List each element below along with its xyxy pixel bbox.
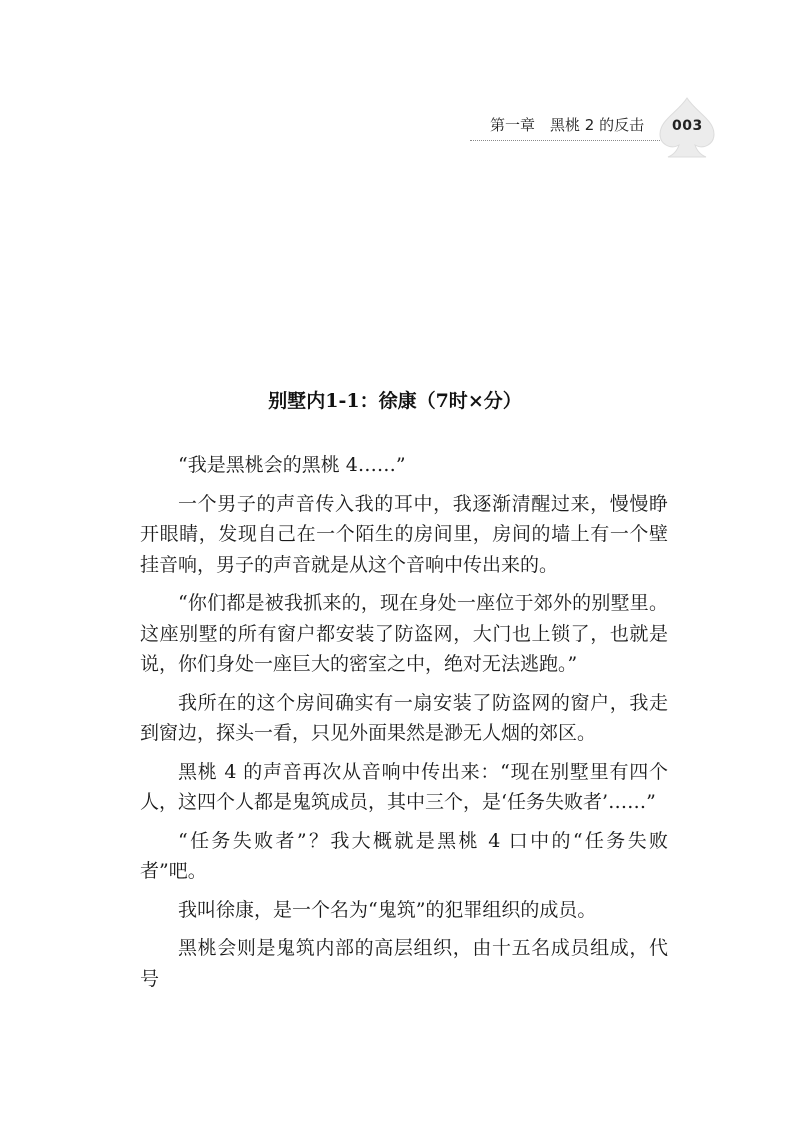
paragraph: 我所在的这个房间确实有一扇安装了防盗网的窗户，我走到窗边，探头一看，只见外面果然是渺无人烟的郊区。 bbox=[140, 691, 668, 744]
section-title: 别墅内1-1：徐康（7时×分） bbox=[268, 390, 522, 412]
running-header bbox=[470, 114, 670, 140]
body-text bbox=[140, 450, 668, 1002]
chapter-title: 第一章 黑桃 2 的反击 bbox=[490, 116, 645, 134]
paragraph: “我是黑桃会的黑桃 4……” bbox=[178, 454, 406, 476]
paragraph: 一个男子的声音传入我的耳中，我逐渐清醒过来，慢慢睁开眼睛，发现自己在一个陌生的房间里，房间的墙上有一个壁挂音响，男子的声音就是从这个音响中传出来的。 bbox=[140, 492, 668, 576]
paragraph: “你们都是被我抓来的，现在身处一座位于郊外的别墅里。这座别墅的所有窗户都安装了防盗网，大门也上锁了，也就是说，你们身处一座巨大的密室之中，绝对无法逃跑。” bbox=[140, 592, 668, 675]
paragraph: “任务失败者”？我大概就是黑桃 4 口中的“任务失败者”吧。 bbox=[140, 829, 668, 882]
header-dotted-rule bbox=[470, 140, 662, 141]
page-number: 003 bbox=[672, 118, 703, 134]
paragraph: 黑桃会则是鬼筑内部的高层组织，由十五名成员组成，代号 bbox=[140, 937, 668, 990]
paragraph: 我叫徐康，是一个名为“鬼筑”的犯罪组织的成员。 bbox=[178, 898, 597, 921]
paragraph: 黑桃 4 的声音再次从音响中传出来：“现在别墅里有四个人，这四个人都是鬼筑成员，其中三个，是‘任务失败者’……” bbox=[140, 760, 668, 813]
